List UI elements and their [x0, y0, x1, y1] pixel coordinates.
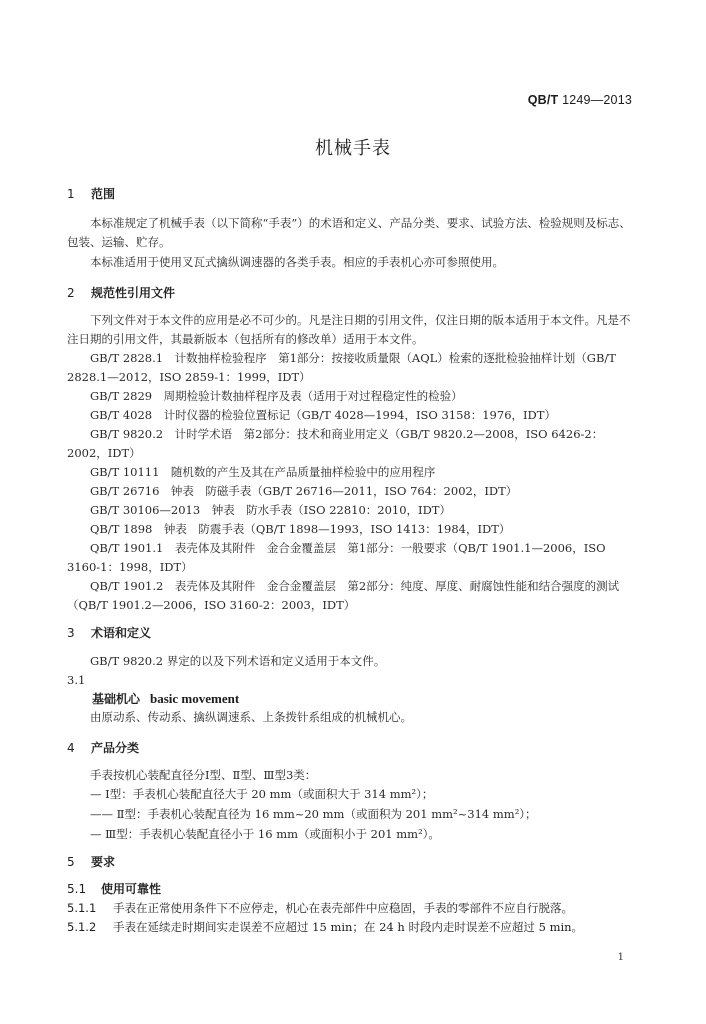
classification-intro: 手表按机心装配直径分Ⅰ型、Ⅱ型、Ⅲ型3类：	[90, 768, 317, 782]
clause-text: 手表在正常使用条件下不应停走，机心在表壳部件中应稳固，手表的零部件不应自行脱落。	[113, 901, 573, 915]
reference-item: QB/T 1901.1 表壳体及其附件 金合金覆盖层 第1部分：一般要求（QB/T 1901.1—2006，ISO 3160-1：1998，IDT）	[67, 541, 606, 574]
reference-item: QB/T 1898 钟表 防震手表（QB/T 1898—1993，ISO 1413：1984，IDT）	[90, 522, 511, 536]
section-number: 4	[67, 741, 75, 755]
section-4-heading	[67, 739, 139, 756]
term-definition: 由原动系、传动系、擒纵调速系、上条拨针系组成的机械机心。	[90, 710, 412, 724]
reference-item: QB/T 1901.2 表壳体及其附件 金合金覆盖层 第2部分：纯度、厚度、耐腐蚀性能和结合强度的测试（QB/T 1901.2—2006，ISO 3160-2：2003，IDT）	[67, 579, 620, 612]
subsection-number: 5.1	[67, 882, 87, 896]
term-chinese: 基础机心	[92, 692, 141, 706]
section-3-heading	[67, 624, 151, 641]
clause-5-1-2	[67, 919, 636, 935]
section-title: 产品分类	[91, 741, 140, 755]
section-title: 范围	[91, 187, 116, 201]
section-number: 1	[67, 187, 75, 201]
page-number: 1	[617, 952, 624, 963]
reference-item: GB/T 10111 随机数的产生及其在产品质量抽样检验中的应用程序	[90, 465, 436, 479]
clause-number: 5.1.1	[67, 901, 97, 915]
term-english: basic movement	[150, 691, 240, 706]
section-1-heading	[67, 185, 115, 202]
reference-item: GB/T 2829 周期检验计数抽样程序及表（适用于对过程稳定性的检验）	[90, 389, 463, 403]
document-title: 机械手表	[315, 138, 391, 159]
terms-intro: GB/T 9820.2 界定的以及下列术语和定义适用于本文件。	[90, 654, 386, 668]
section-number: 5	[67, 855, 75, 869]
references-intro: 下列文件对于本文件的应用是必不可少的。凡是注日期的引用文件，仅注日期的版本适用于本文件。凡是不注日期的引用文件，其最新版本（包括所有的修改单）适用于本文件。	[67, 313, 631, 346]
subclause-number: 3.1	[67, 673, 86, 687]
subsection-title: 使用可靠性	[101, 882, 162, 896]
clause-5-1-1	[67, 900, 636, 916]
standard-number: 1249—2013	[562, 93, 632, 107]
reference-item: GB/T 26716 钟表 防磁手表（GB/T 26716—2011，ISO 764：2002，IDT）	[90, 484, 518, 498]
term-entry	[92, 690, 239, 707]
clause-text: 手表在延续走时期间实走误差不应超过 15 min；在 24 h 时段内走时误差不应超过 5 min。	[113, 920, 584, 934]
scope-paragraph-1: 本标准规定了机械手表（以下简称“手表”）的术语和定义、产品分类、要求、试验方法、检验规则及标志、包装、运输、贮存。	[67, 216, 631, 249]
section-number: 3	[67, 626, 75, 640]
classification-item: — Ⅲ型：手表机心装配直径小于 16 mm（或面积小于 201 mm²）。	[90, 827, 440, 841]
standard-prefix: QB/T	[527, 93, 559, 107]
section-title: 术语和定义	[91, 626, 152, 640]
classification-item: —— Ⅱ型：手表机心装配直径为 16 mm~20 mm（或面积为 201 mm²~314 mm²）；	[90, 807, 537, 821]
subsection-5-1-heading	[67, 880, 161, 897]
classification-item: — Ⅰ型：手表机心装配直径大于 20 mm（或面积大于 314 mm²）；	[90, 787, 434, 801]
clause-number: 5.1.2	[67, 920, 97, 934]
reference-item: GB/T 30106—2013 钟表 防水手表（ISO 22810：2010，IDT）	[90, 503, 451, 517]
section-5-heading	[67, 853, 115, 870]
reference-item: GB/T 4028 计时仪器的检验位置标记（GB/T 4028—1994，ISO 3158：1976，IDT）	[90, 408, 556, 422]
reference-item: GB/T 9820.2 计时学术语 第2部分：技术和商业用定义（GB/T 9820.2—2008，ISO 6426-2：2002，IDT）	[67, 427, 604, 460]
scope-paragraph-2: 本标准适用于使用叉瓦式擒纵调速器的各类手表。相应的手表机心亦可参照使用。	[90, 255, 504, 269]
standard-code	[528, 93, 632, 107]
section-number: 2	[67, 286, 75, 300]
reference-item: GB/T 2828.1 计数抽样检验程序 第1部分：按接收质量限（AQL）检索的逐批检验抽样计划（GB/T 2828.1—2012，ISO 2859-1：1999，IDT）	[67, 351, 616, 384]
section-2-heading	[67, 284, 175, 301]
section-title: 要求	[91, 855, 116, 869]
section-title: 规范性引用文件	[91, 286, 176, 300]
